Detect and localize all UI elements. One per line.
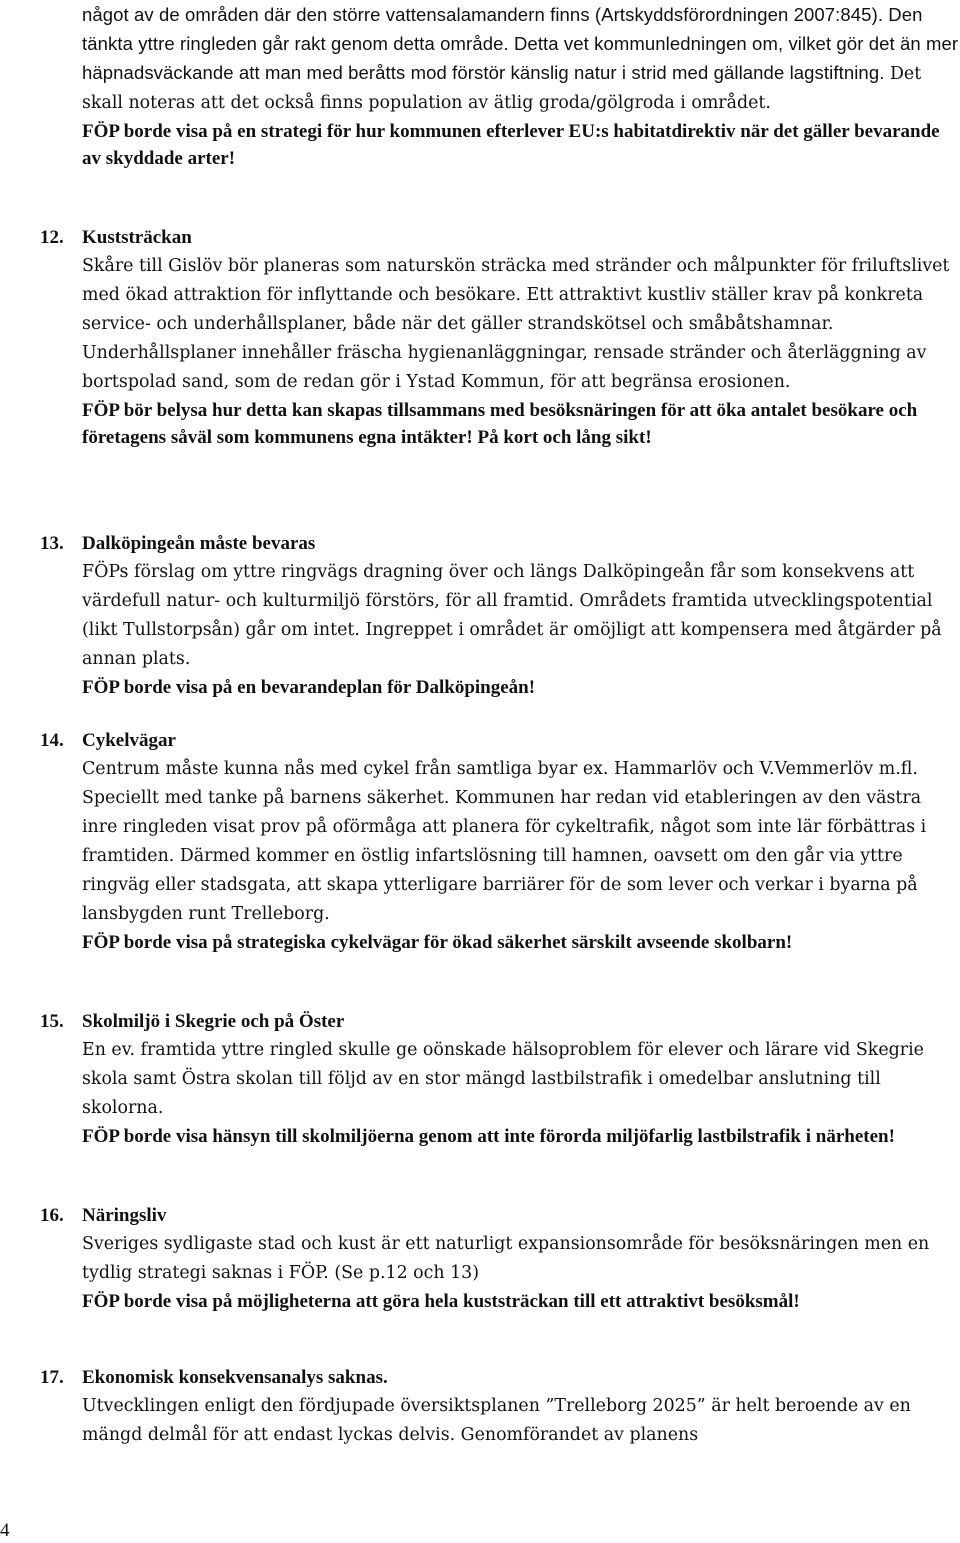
section-emphasis: FÖP borde visa på möjligheterna att göra hela kuststräckan till ett attraktivt besöksmål! [82,1291,800,1312]
section-14 [40,727,960,956]
intro-paragraph [82,0,960,172]
section-heading: Dalköpingeån måste bevaras [82,533,316,554]
intro-text [82,0,960,118]
section-number: 15. [40,1011,64,1032]
section-content [82,727,960,956]
section-content [82,224,960,451]
section-body: Sveriges sydligaste stad och kust är ett naturligt expansionsområde för besöksnäringen men en tydlig strategi saknas i FÖP. (Se p.12 och 13) [82,1234,930,1283]
section-body: FÖPs förslag om yttre ringvägs dragning över och längs Dalköpingeån får som konsekvens att värdefull natur- och kulturmiljö förstörs, för all framtid. Områdets framtida utvecklingspotential (likt Tullstorpsån) går om intet. Ingreppet i området är omöjligt att kompensera med åtgärder på annan plats. [82,562,942,669]
section-heading: Skolmiljö i Skegrie och på Öster [82,1011,345,1032]
section-body: Utvecklingen enligt den fördjupade översiktsplanen ”Trelleborg 2025” är helt beroende av en mängd delmål för att endast lyckas delvis. Genomförandet av planens [82,1396,911,1445]
section-emphasis: FÖP borde visa hänsyn till skolmiljöerna genom att inte förorda miljöfarlig lastbilstrafik i närheten! [82,1126,895,1147]
section-emphasis: FÖP borde visa på strategiska cykelvägar för ökad säkerhet särskilt avseende skolbarn! [82,932,793,953]
section-heading: Kuststräckan [82,227,192,248]
section-content [82,530,960,701]
section-number: 16. [40,1205,64,1226]
section-number: 17. [40,1367,64,1388]
section-number: 12. [40,227,64,248]
section-number: 14. [40,730,64,751]
section-body: Centrum måste kunna nås med cykel från samtliga byar ex. Hammarlöv och V.Vemmerlöv m.fl. Speciellt med tanke på barnens säkerhet. Kommunen har redan vid etableringen av den västra inre ringleden visat prov på oförmåga att planera för cykeltrafik, något som inte lär förbättras i framtiden. Därmed kommer en östlig infartslösning till hamnen, oavsett om den går via yttre ringväg eller stadsgata, att skapa ytterligare barriärer för de som lever och verkar i byarna på lansbygden runt Trelleborg. [82,759,927,924]
section-body: Skåre till Gislöv bör planeras som naturskön sträcka med stränder och målpunkter för friluftslivet med ökad attraktion för inflyttande och besökare. Ett attraktivt kustliv ställer krav på konkreta service- och underhållsplaner, både när det gäller strandskötsel och småbåtshamnar. Underhållsplaner innehåller fräscha hygienanläggningar, rensade stränder och återläggning av bortspolad sand, som de redan gör i Ystad Kommun, för att begränsa erosionen. [82,256,950,392]
section-content [82,1364,960,1450]
section-17 [40,1364,960,1450]
intro-emphasis: FÖP borde visa på en strategi för hur kommunen efterlever EU:s habitatdirektiv när det gäller bevarande av skyddade arter! [82,121,940,169]
section-12 [40,224,960,451]
intro-sans-text: något av de områden där den större vattensalamandern finns (Artskyddsförordningen 2007:845). Den tänkta yttre ringleden går rakt genom detta område. Detta vet kommunledningen om, vilket gör det än mer häpnadsväckande att man med beråtts mod förstör känslig natur i strid med gällande lagstiftning. [82,4,959,83]
section-content [82,1202,960,1315]
section-13 [40,530,960,701]
page-number: 4 [0,1520,10,1541]
section-content [82,1008,960,1150]
section-heading: Cykelvägar [82,730,176,751]
section-body: En ev. framtida yttre ringled skulle ge oönskade hälsoproblem för elever och lärare vid Skegrie skola samt Östra skolan till följd av en stor mängd lastbilstrafik i omedelbar anslutning till skolorna. [82,1040,924,1118]
section-16 [40,1202,960,1315]
section-emphasis: FÖP borde visa på en bevarandeplan för Dalköpingeån! [82,677,536,698]
intro-serif-text: Det skall noteras att det också finns population av ätlig groda/gölgroda i området. [82,64,922,113]
section-15 [40,1008,960,1150]
section-number: 13. [40,533,64,554]
section-heading: Ekonomisk konsekvensanalys saknas. [82,1367,388,1388]
section-heading: Näringsliv [82,1205,167,1226]
section-emphasis: FÖP bör belysa hur detta kan skapas tillsammans med besöksnäringen för att öka antalet besökare och företagens såväl som kommunens egna intäkter! På kort och lång sikt! [82,400,918,448]
